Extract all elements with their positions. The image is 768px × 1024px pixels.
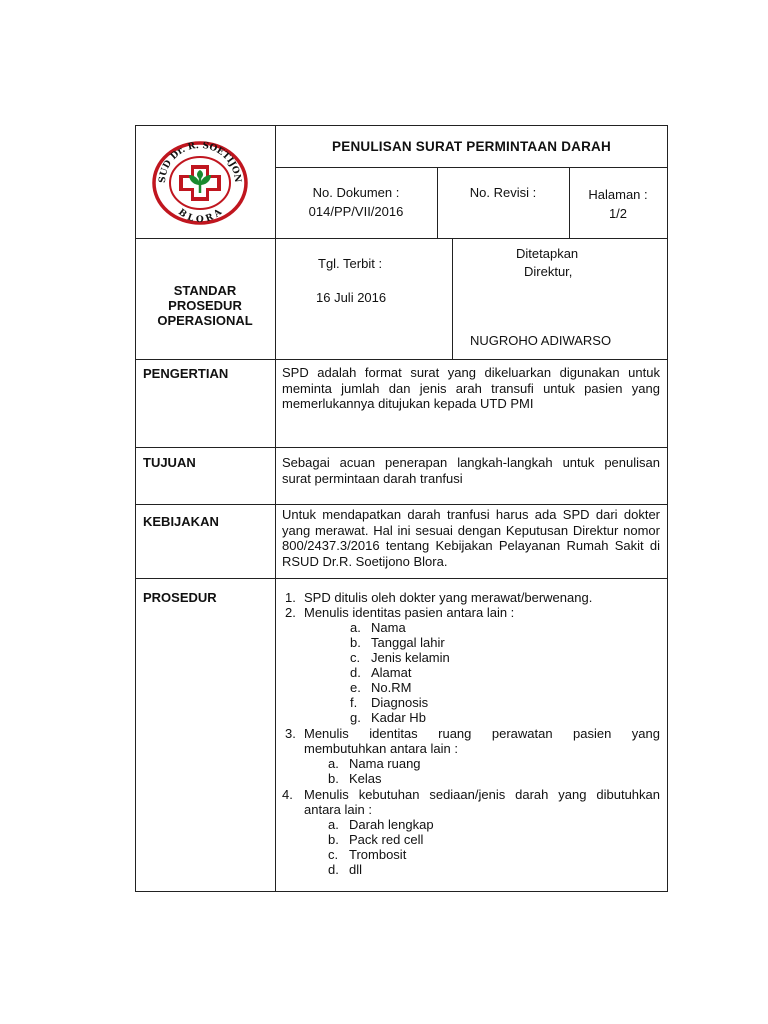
page-value: 1/2 (608, 206, 628, 221)
step-text: Menulis identitas pasien antara lain : (304, 605, 515, 620)
sub-item-key: b. (328, 832, 339, 847)
sub-item-key: d. (350, 665, 361, 680)
sub-item (350, 665, 361, 680)
sub-item (349, 756, 421, 771)
kebijakan-label: KEBIJAKAN (143, 514, 219, 529)
step-number: 2. (285, 605, 296, 620)
sop-title-line1: STANDAR (173, 283, 237, 298)
sub-item-key: f. (350, 695, 358, 710)
sub-item-value: Darah lengkap (349, 817, 434, 832)
document-title: PENULISAN SURAT PERMINTAAN DARAH (332, 139, 611, 154)
sop-title (135, 283, 275, 328)
sub-item-key: b. (328, 771, 339, 786)
pengertian-label: PENGERTIAN (143, 366, 229, 381)
list-item (285, 605, 296, 620)
step-text: Menulis identitas ruang perawatan pasien yang membutuhkan antara lain : (304, 726, 660, 756)
border-pengertian-bottom (135, 447, 668, 448)
issued-label: Tgl. Terbit : (318, 256, 383, 271)
border-right (667, 125, 668, 892)
step-text: Menulis kebutuhan sediaan/jenis darah yang dibutuhkan antara lain : (304, 787, 660, 817)
sub-item (350, 680, 361, 695)
approved-label: Ditetapkan (516, 246, 579, 261)
step-number: 1. (285, 590, 296, 605)
doc-number-label: No. Dokumen : (312, 185, 400, 200)
logo-text-bottom: B L O R A (176, 207, 224, 225)
sub-item-key: a. (350, 620, 361, 635)
border-approve-left (452, 238, 453, 359)
sub-item (349, 847, 406, 862)
border-top (135, 125, 668, 126)
list-item (285, 726, 296, 741)
sub-item-key: b. (350, 635, 361, 650)
list-item (304, 605, 514, 620)
sub-item-value: Trombosit (349, 847, 407, 862)
sub-item-value: No.RM (371, 680, 412, 695)
sub-item (328, 817, 339, 832)
sop-title-line2: PROSEDUR (168, 298, 242, 313)
pengertian-text: SPD adalah format surat yang dikeluarkan digunakan untuk meminta jumlah dan jenis arah transufi untuk pasien yang memerlukannya ditujukan kepada UTD PMI (282, 365, 660, 411)
sub-item-key: a. (328, 756, 339, 771)
tujuan-label: TUJUAN (143, 455, 196, 470)
list-item (282, 787, 293, 802)
sub-item (371, 710, 426, 725)
sub-item (328, 862, 339, 877)
step-number: 4. (282, 787, 293, 802)
sub-item-value: Kadar Hb (371, 710, 426, 725)
sub-item-key: c. (350, 650, 361, 665)
sub-item (328, 771, 339, 786)
revision-label: No. Revisi : (469, 185, 537, 200)
prosedur-label: PROSEDUR (143, 590, 217, 605)
border-tujuan-bottom (135, 504, 668, 505)
step-text: SPD ditulis oleh dokter yang merawat/berwenang. (304, 590, 593, 605)
sub-item (350, 620, 361, 635)
sub-item-key: a. (328, 817, 339, 832)
sub-item (371, 620, 406, 635)
sub-item-value: Nama (371, 620, 406, 635)
kebijakan-text: Untuk mendapatkan darah tranfusi harus ada SPD dari dokter yang merawat. Hal ini sesuai dengan Keputusan Direktur nomor 800/2437.3/2016 tentang Kebijakan Pelayanan Rumah Sakit di RSUD Dr.R. Soetijono Blora. (282, 507, 660, 569)
sub-item (349, 817, 434, 832)
tujuan-text: Sebagai acuan penerapan langkah-langkah untuk penulisan surat permintaan darah tranfusi (282, 455, 660, 486)
sub-item (349, 862, 362, 877)
sub-item-key: c. (328, 847, 339, 862)
sub-item-key: e. (350, 680, 361, 695)
sub-item (371, 680, 411, 695)
border-rev-left (437, 167, 438, 238)
sub-item (328, 832, 339, 847)
sub-item (350, 635, 361, 650)
page-label: Halaman : (588, 187, 648, 202)
sub-item-value: Pack red cell (349, 832, 424, 847)
sub-item (328, 847, 338, 862)
border-header-divider (135, 238, 668, 239)
sub-item (371, 635, 445, 650)
sub-item (328, 756, 339, 771)
sub-item-value: Alamat (371, 665, 412, 680)
approved-role: Direktur, (524, 264, 573, 279)
list-item (304, 590, 592, 605)
border-left (135, 125, 136, 892)
border-title-divider (275, 167, 668, 168)
director-name: NUGROHO ADIWARSO (470, 333, 612, 348)
sub-item-key: d. (328, 862, 339, 877)
hospital-logo (151, 141, 249, 225)
sub-item (350, 710, 361, 725)
sop-title-line3: OPERASIONAL (157, 313, 253, 328)
step-number: 3. (285, 726, 296, 741)
logo-text-top: SUD Dr. R. SOETIJON (157, 141, 243, 184)
procedure-list (276, 590, 666, 890)
sub-item (371, 695, 428, 710)
plus-leaf-logo-icon (151, 141, 249, 225)
border-bottom (135, 891, 668, 892)
sub-item-key: g. (350, 710, 361, 725)
sub-item (350, 650, 360, 665)
sub-item (349, 771, 382, 786)
sub-item (350, 695, 357, 710)
sub-item-value: Nama ruang (349, 756, 421, 771)
border-kebijakan-bottom (135, 578, 668, 579)
sub-item-value: Tanggal lahir (371, 635, 445, 650)
sub-item (371, 650, 450, 665)
sub-item-value: Jenis kelamin (371, 650, 450, 665)
doc-number-value: 014/PP/VII/2016 (308, 204, 404, 219)
sub-item-value: Diagnosis (371, 695, 429, 710)
sub-item-value: Kelas (349, 771, 382, 786)
sub-item (371, 665, 411, 680)
sub-item (349, 832, 423, 847)
list-item (285, 590, 296, 605)
issued-date: 16 Juli 2016 (316, 290, 387, 305)
sub-item-value: dll (349, 862, 363, 877)
border-sop-divider (135, 359, 668, 360)
